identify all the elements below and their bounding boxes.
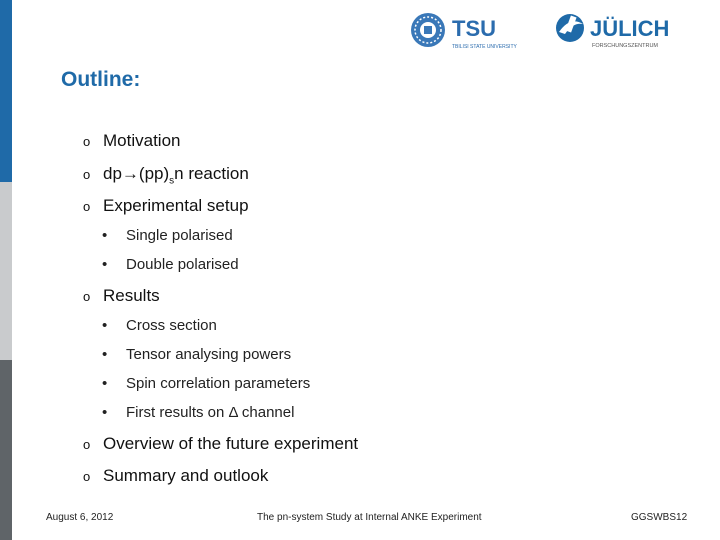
tsu-logo-name: TSU [452,16,496,41]
outline-item-reaction [83,164,249,186]
slide-title: Outline: [61,68,141,91]
sub-item-text: First results on Δ channel [126,404,295,421]
tsu-logo-subtitle: TBILISI STATE UNIVERSITY [452,44,517,50]
sub-item-double-polarised [102,256,239,273]
circle-bullet-icon: o [83,289,91,304]
sub-item-spin-correlation [102,375,310,392]
dot-bullet-icon: • [102,346,108,363]
circle-bullet-icon: o [83,167,91,182]
julich-logo [553,12,678,52]
julich-logo-name: JÜLICH [590,16,670,41]
dot-bullet-icon: • [102,227,108,244]
sub-item-delta-channel [102,404,294,421]
outline-item-motivation [83,131,180,151]
side-bar-blue [0,0,12,182]
outline-item-text: Results [103,286,160,305]
sub-item-text: Single polarised [126,227,233,244]
circle-bullet-icon: o [83,437,91,452]
outline-item-results [83,286,160,306]
sub-item-tensor-powers [102,346,291,363]
outline-item-text: Experimental setup [103,196,249,215]
outline-item-text: Motivation [103,131,181,150]
sub-item-cross-section [102,317,217,334]
julich-mark-icon [556,14,584,42]
sub-item-text: Cross section [126,317,217,334]
circle-bullet-icon: o [83,469,91,484]
outline-item-experimental-setup [83,196,249,216]
sub-item-single-polarised [102,227,233,244]
dot-bullet-icon: • [102,256,108,273]
julich-logo-subtitle: FORSCHUNGSZENTRUM [592,43,658,49]
side-bar-light [0,182,12,360]
subscript-s: s [169,175,175,187]
sub-item-text: Double polarised [126,256,239,273]
tsu-seal-icon [411,13,445,47]
outline-item-text-tail: n reaction [174,164,249,183]
outline-item-text: Overview of the future experiment [103,434,359,453]
outline-item-summary [83,466,268,486]
dot-bullet-icon: • [102,375,108,392]
footer-event: GGSWBS12 [631,512,688,523]
side-bar-dark [0,360,12,540]
circle-bullet-icon: o [83,134,91,149]
outline-item-text: dp→(pp) [103,164,170,183]
dot-bullet-icon: • [102,317,108,334]
footer-date: August 6, 2012 [46,512,114,523]
outline-item-text: Summary and outlook [103,466,269,485]
sub-item-text: Tensor analysing powers [126,346,292,363]
footer-talk-title: The pn-system Study at Internal ANKE Experiment [257,512,482,523]
sub-item-text: Spin correlation parameters [126,375,311,392]
dot-bullet-icon: • [102,404,108,421]
circle-bullet-icon: o [83,199,91,214]
outline-item-future-experiment [83,434,358,454]
tsu-logo [408,12,543,52]
